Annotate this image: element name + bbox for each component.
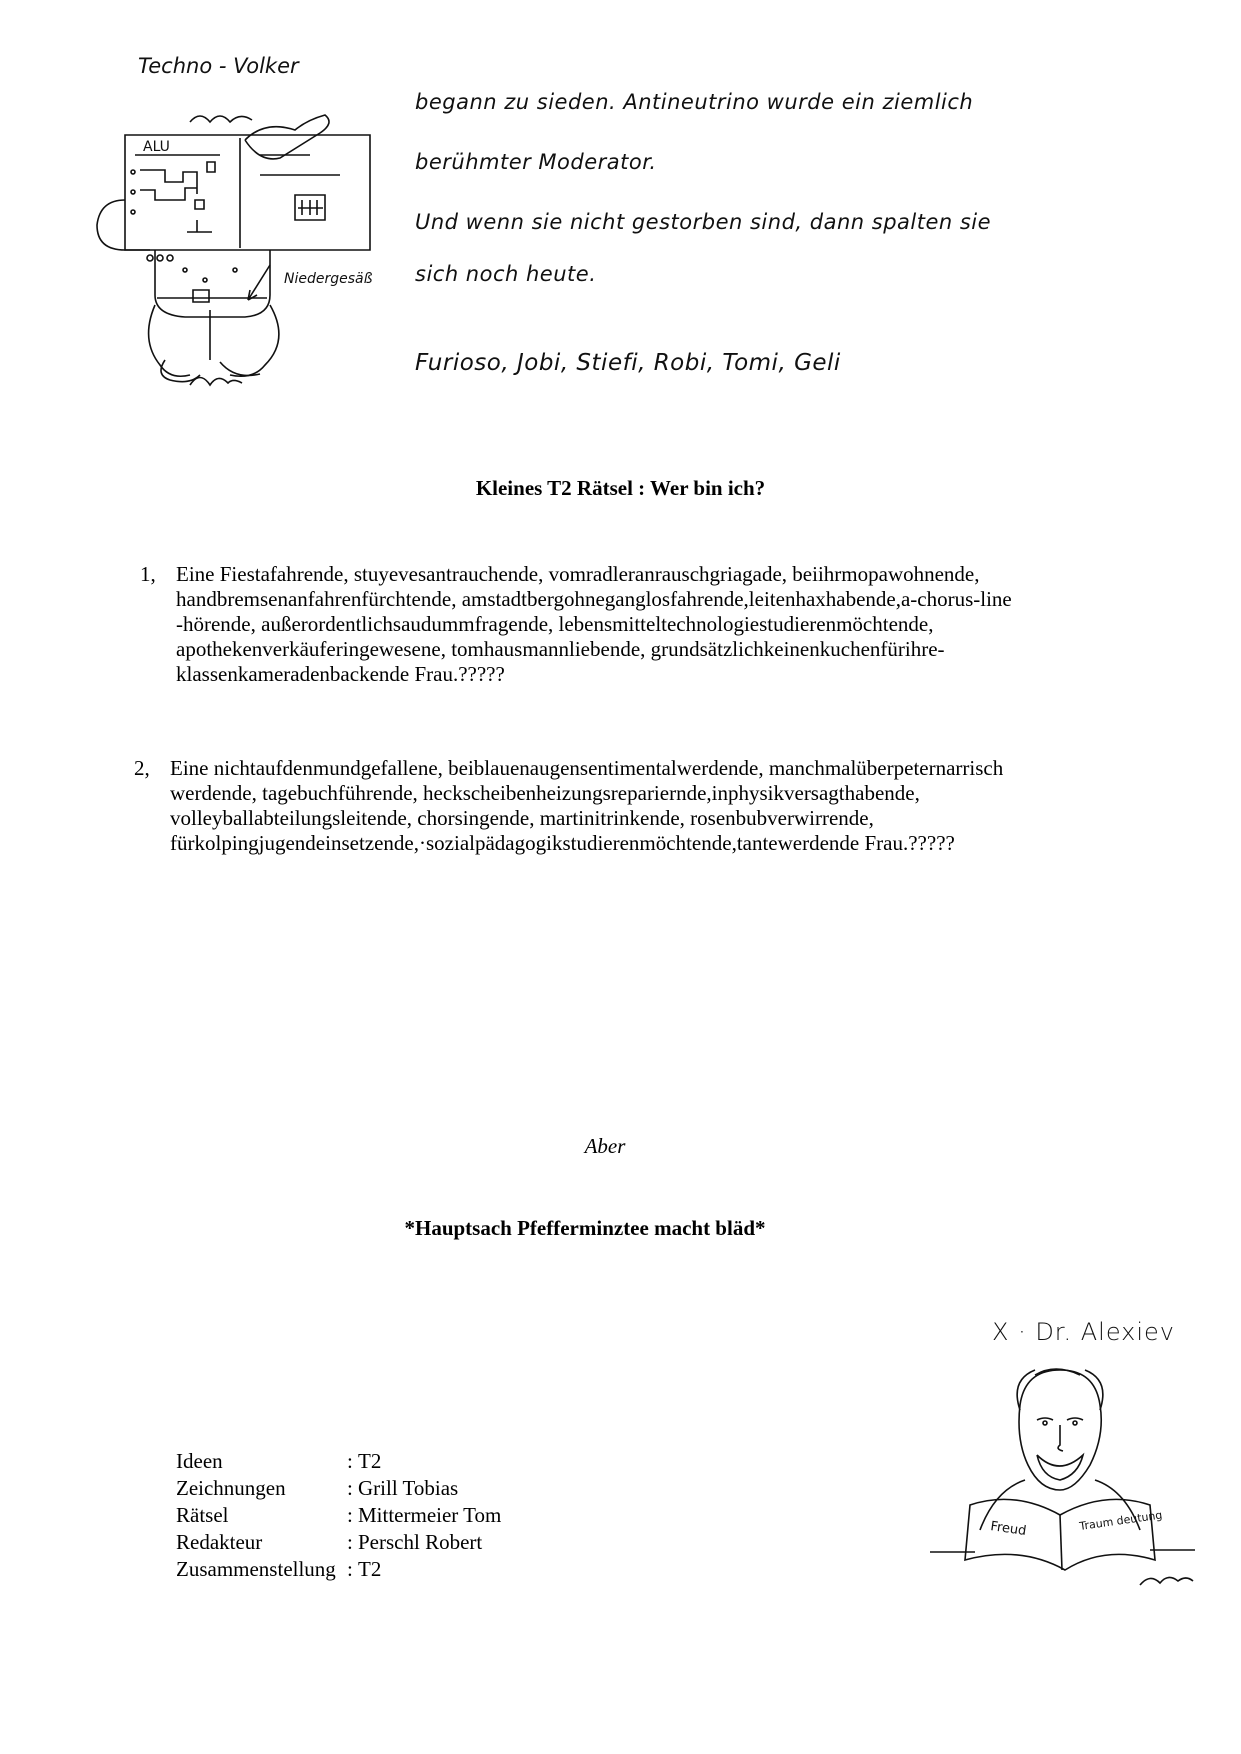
- credit-separator: :: [347, 1557, 353, 1581]
- credit-label: Redakteur: [176, 1530, 263, 1554]
- story-line: sich noch heute.: [415, 262, 597, 286]
- credit-separator: :: [347, 1503, 353, 1527]
- story-signatures: Furioso, Jobi, Stiefi, Robi, Tomi, Geli: [415, 350, 841, 376]
- credit-separator: :: [347, 1476, 353, 1500]
- credit-label: Zeichnungen: [176, 1476, 286, 1500]
- item-line: Eine nichtaufdenmundgefallene, beiblauenaugensentimentalwerdende, manchmalüberpeternarrisch: [170, 756, 1004, 780]
- credit-separator: :: [347, 1530, 353, 1554]
- item-line: fürkolpingjugendeinsetzende,·sozialpädagogikstudierenmöchtende,tantewerdende Frau.?????: [170, 831, 955, 855]
- item-line: werdende, tagebuchführende, heckscheibenheizungsrepariernde,inphysikversagthabende,: [170, 781, 920, 805]
- board-label: ALU: [143, 139, 170, 155]
- credit-value: T2: [358, 1449, 382, 1473]
- item-line: -hörende, außerordentlichsaudummfragende, lebensmitteltechnologiestudierenmöchtende,: [176, 612, 934, 636]
- motto-text: *Hauptsach Pfefferminztee macht bläd*: [404, 1216, 766, 1240]
- story-line: begann zu sieden. Antineutrino wurde ein ziemlich: [415, 90, 974, 114]
- credit-value: Grill Tobias: [358, 1476, 459, 1500]
- drawing-label-left: Niedergesäß: [284, 271, 373, 287]
- credit-label: Ideen: [176, 1449, 223, 1473]
- aber-text: Aber: [584, 1134, 626, 1158]
- item-line: Eine Fiestafahrende, stuyevesantrauchende, vomradleranrauschgriagade, beiihrmopawohnende,: [176, 562, 980, 586]
- book-title-right: Traum deutung: [1078, 1508, 1164, 1533]
- credit-label: Zusammenstellung: [176, 1557, 336, 1581]
- item-number: 1,: [140, 562, 156, 586]
- credit-label: Rätsel: [176, 1503, 229, 1527]
- credit-value: T2: [358, 1557, 382, 1581]
- techno-volker-drawing: [95, 100, 395, 430]
- book-title-left: Freud: [989, 1519, 1028, 1539]
- credit-value: Perschl Robert: [358, 1530, 483, 1554]
- drawing-caption-left: Techno - Volker: [138, 54, 299, 78]
- drawing-caption-right: X · Dr. Alexiev: [992, 1318, 1175, 1346]
- item-number: 2,: [134, 756, 150, 780]
- item-line: klassenkameradenbackende Frau.?????: [176, 662, 505, 686]
- story-line: Und wenn sie nicht gestorben sind, dann spalten sie: [415, 210, 992, 234]
- item-line: handbremsenanfahrenfürchtende, amstadtbergohneganglosfahrende,leitenhaxhabende,a-chorus-line: [176, 587, 1012, 611]
- story-line: berühmter Moderator.: [415, 150, 657, 174]
- item-line: volleyballabteilungsleitende, chorsingende, martinitrinkende, rosenbubverwirrende,: [170, 806, 874, 830]
- item-line: apothekenverkäuferingewesene, tomhausmannliebende, grundsätzlichkeinenkuchenfürihre-: [176, 637, 945, 661]
- dr-alexiev-drawing: [925, 1355, 1225, 1605]
- credit-value: Mittermeier Tom: [358, 1503, 502, 1527]
- puzzle-title: Kleines T2 Rätsel : Wer bin ich?: [475, 476, 766, 500]
- credit-separator: :: [347, 1449, 353, 1473]
